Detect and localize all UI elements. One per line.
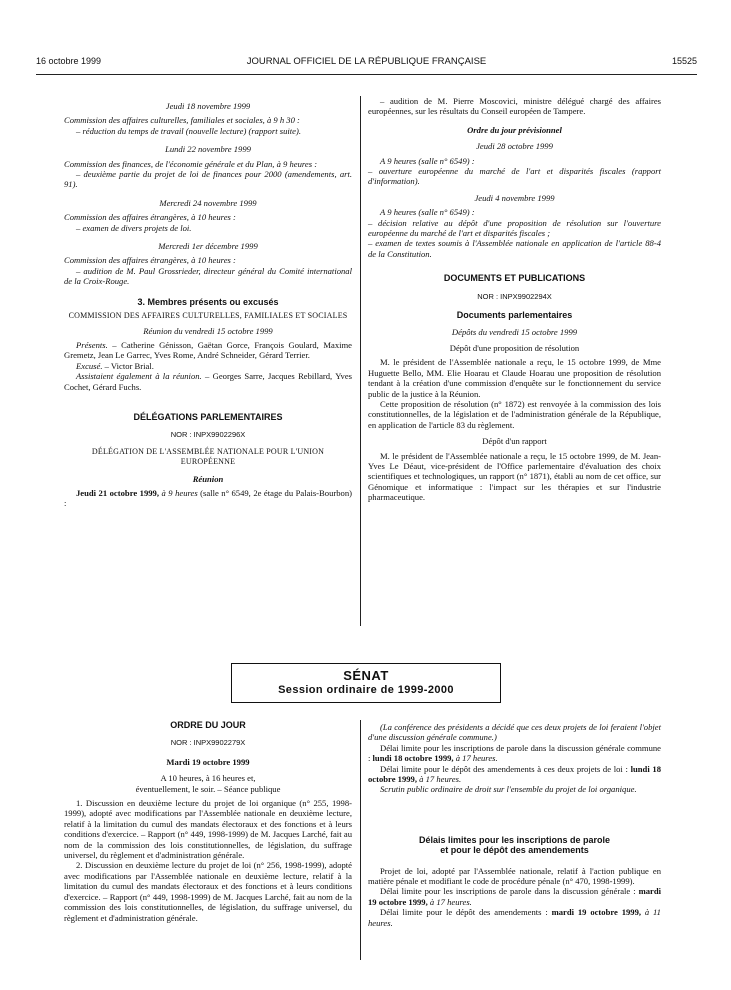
session-date: Mercredi 1er décembre 1999 [158, 241, 258, 252]
senat-left-column [64, 720, 352, 923]
section-heading: Délais limites pour les inscriptions de parole [418, 834, 611, 845]
delegation-name: DÉLÉGATION DE L'ASSEMBLÉE NATIONALE POUR L'UNION EUROPÉENNE [91, 446, 325, 467]
senat-banner [231, 663, 501, 703]
depot-heading: Dépôt d'un rapport [482, 436, 547, 447]
reunion-detail [64, 488, 352, 509]
commission-line: Commission des affaires culturelles, familiales et sociales, à 9 h 30 : [64, 115, 300, 126]
seance-hours: éventuellement, le soir. – Séance publique [135, 783, 281, 794]
delai-line [368, 886, 661, 907]
delai-line [368, 907, 661, 928]
reunion-time: à 9 heures [159, 487, 198, 498]
session-date: Lundi 22 novembre 1999 [165, 144, 251, 155]
subsection-heading: Documents parlementaires [456, 310, 573, 321]
depot-paragraph: M. le président de l'Assemblée nationale a reçu, le 15 octobre 1999, de Mme Huguette Bello, MM. Elie Hoarau et Claude Hoarau une proposition de résolution tendant à la création d'une commission d'enquête sur le fonctionnement du service public de la justice à la Réunion. [368, 357, 661, 399]
seance-hours: A 10 heures, à 16 heures et, [160, 773, 256, 784]
delai-line [368, 743, 661, 764]
section-heading: 3. Membres présents ou excusés [137, 296, 279, 307]
depot-paragraph: Cette proposition de résolution (n° 1872) est renvoyée à la commission des lois constitutionnelles, de la législation et de l'administration générale de la République, en application de l'article 83 du règlement. [368, 398, 661, 430]
delai-date: mardi 19 octobre 1999, [368, 886, 661, 907]
column-divider [360, 720, 361, 960]
delai-text: Délai limite pour le dépôt des amendements à ces deux projets de loi : [380, 763, 631, 774]
commission-name: COMMISSION DES AFFAIRES CULTURELLES, FAMILIALES ET SOCIALES [68, 311, 348, 321]
delai-time: à 17 heures. [453, 753, 498, 764]
senat-session: Session ordinaire de 1999-2000 [278, 684, 454, 696]
odj-time: A 9 heures (salle n° 6549) : [380, 207, 475, 218]
presents-list [64, 340, 352, 361]
reunion-date-bold: Jeudi 21 octobre 1999, [76, 487, 159, 498]
nor-reference: NOR : INPX9902279X [170, 738, 246, 748]
section-heading: ORDRE DU JOUR [170, 720, 246, 730]
delai-date: mardi 19 octobre 1999, [551, 907, 642, 918]
reunion-heading: Réunion [192, 473, 224, 484]
depots-date: Dépôts du vendredi 15 octobre 1999 [451, 326, 578, 337]
nor-reference: NOR : INPX9902296X [170, 430, 246, 440]
agenda-item: 2. Discussion en deuxième lecture du projet de loi (n° 256, 1998-1999), adopté avec modifications par l'Assemblée nationale en deuxième lecture, relatif à la limitation du cumul des mandats électoraux et des fonctions et à leurs conditions d'exercice. – Rapport (n° 449, 1998-1999) de M. Jacques Larché, fait au nom de la commission des lois constitutionnelles, de législation, du suffrage universel, du règlement et d'administration générale. [64, 860, 352, 923]
presents-label: Présents. [76, 339, 108, 350]
delai-time: à 17 heures. [417, 774, 462, 785]
left-column [64, 101, 352, 509]
depot-paragraph: M. le président de l'Assemblée nationale a reçu, le 15 octobre 1999, de M. Jean-Yves Le Déaut, vice-président de l'Office parlementaire d'évaluation des choix scientifiques et technologiques, un rapport (n° 1871), établi au nom de cet office, sur Génomique et informatique : l'impact sur les thérapies et sur l'industrie pharmaceutique. [368, 450, 661, 503]
scrutin-note: Scrutin public ordinaire de droit sur l'ensemble du projet de loi organique. [380, 784, 637, 795]
delai-text: Délai limite pour les inscriptions de parole dans la discussion générale commune : [368, 742, 661, 764]
commission-line: Commission des affaires étrangères, à 10 heures : [64, 255, 236, 266]
journal-title: JOURNAL OFFICIEL DE LA RÉPUBLIQUE FRANÇAISE [246, 56, 487, 67]
section-heading: DOCUMENTS ET PUBLICATIONS [443, 273, 586, 284]
conference-note: (La conférence des présidents a décidé que ces deux projets de loi feraient l'objet d'une discussion générale commune.) [368, 722, 661, 743]
audition-item: – audition de M. Pierre Moscovici, ministre délégué chargé des affaires européennes, sur les résultats du Conseil européen de Tampere. [368, 96, 661, 117]
page-number: 15525 [671, 56, 697, 66]
agenda-item: – deuxième partie du projet de loi de finances pour 2000 (amendements, art. 91). [64, 169, 352, 190]
delai-time: à 17 heures. [427, 896, 472, 907]
odj-heading: Ordre du jour prévisionnel [467, 124, 562, 135]
delai-line [368, 764, 661, 785]
senat-title: SÉNAT [343, 668, 389, 683]
projet-paragraph: Projet de loi, adopté par l'Assemblée nationale, relatif à l'action publique en matière pénale et modifiant le code de procédure pénale (n° 470, 1998-1999). [368, 865, 661, 887]
presents-names: – Catherine Génisson, Gaëtan Gorce, François Goulard, Maxime Gremetz, Jean Le Garrec, Yves Rome, André Schneider, Gérard Terrier. [64, 339, 352, 361]
excuse-label: Excusé. [76, 360, 103, 371]
assistaient-line [64, 371, 352, 392]
nor-reference: NOR : INPX9902294X [477, 291, 552, 301]
column-divider [360, 96, 361, 626]
agenda-item: 1. Discussion en deuxième lecture du projet de loi organique (n° 255, 1998-1999), adopté avec modifications par l'Assemblée nationale en deuxième lecture, relatif à la limitation du cumul des mandats électoraux et des fonctions et à leurs conditions d'exercice. – Rapport (n° 449, 1998-1999) de M. Jacques Larché, fait au nom de la commission des lois constitutionnelles, de législation, du suffrage universel, du règlement et d'administration générale. [64, 798, 352, 861]
reunion-date: Réunion du vendredi 15 octobre 1999 [143, 325, 273, 336]
delai-date: lundi 18 octobre 1999, [368, 763, 661, 785]
agenda-item: – audition de M. Paul Grossrieder, directeur général du Comité international de la Croix-Rouge. [64, 265, 352, 287]
commission-line: Commission des finances, de l'économie générale et du Plan, à 9 heures : [64, 158, 318, 169]
assistaient-label: Assistaient également à la réunion. [76, 371, 202, 382]
reunion-place: (salle n° 6549, 2e étage du Palais-Bourbon) : [64, 487, 352, 509]
session-date: Mercredi 24 novembre 1999 [159, 197, 257, 208]
odj-item: – ouverture européenne du marché de l'art et disparités fiscales (rapport d'information). [368, 166, 661, 187]
odj-date: Jeudi 28 octobre 1999 [476, 141, 553, 152]
excuse-names: – Victor Brial. [102, 360, 154, 371]
right-column [368, 96, 661, 503]
delai-text: Délai limite pour le dépôt des amendements : [380, 907, 552, 918]
page-header [36, 56, 697, 75]
odj-item: – décision relative au dépôt d'une proposition de résolution sur l'ouverture européenne du marché de l'art et disparités fiscales ; [368, 217, 661, 239]
header-date: 16 octobre 1999 [36, 56, 102, 66]
odj-item: – examen de textes soumis à l'Assemblée nationale en application de l'article 88-4 de la Constitution. [368, 238, 661, 259]
senat-right-column [368, 722, 661, 928]
section-heading: et pour le dépôt des amendements [440, 845, 589, 856]
assistaient-names: – Georges Sarre, Jacques Rebillard, Yves Cochet, Gérard Fuchs. [64, 371, 352, 392]
session-date: Jeudi 18 novembre 1999 [165, 101, 251, 111]
agenda-item: – examen de divers projets de loi. [76, 222, 192, 233]
odj-time: A 9 heures (salle n° 6549) : [380, 155, 475, 166]
seance-date: Mardi 19 octobre 1999 [166, 756, 250, 767]
excuse-line [64, 361, 352, 371]
delai-date: lundi 18 octobre 1999, [372, 753, 454, 764]
delai-text: Délai limite pour les inscriptions de parole dans la discussion générale : [380, 886, 639, 897]
section-heading: DÉLÉGATIONS PARLEMENTAIRES [133, 411, 283, 422]
agenda-item: – réduction du temps de travail (nouvelle lecture) (rapport suite). [76, 125, 301, 136]
delai-time: à 11 heures. [368, 907, 661, 928]
depot-heading: Dépôt d'une proposition de résolution [449, 342, 580, 353]
commission-line: Commission des affaires étrangères, à 10 heures : [64, 212, 236, 223]
odj-date: Jeudi 4 novembre 1999 [474, 192, 555, 203]
